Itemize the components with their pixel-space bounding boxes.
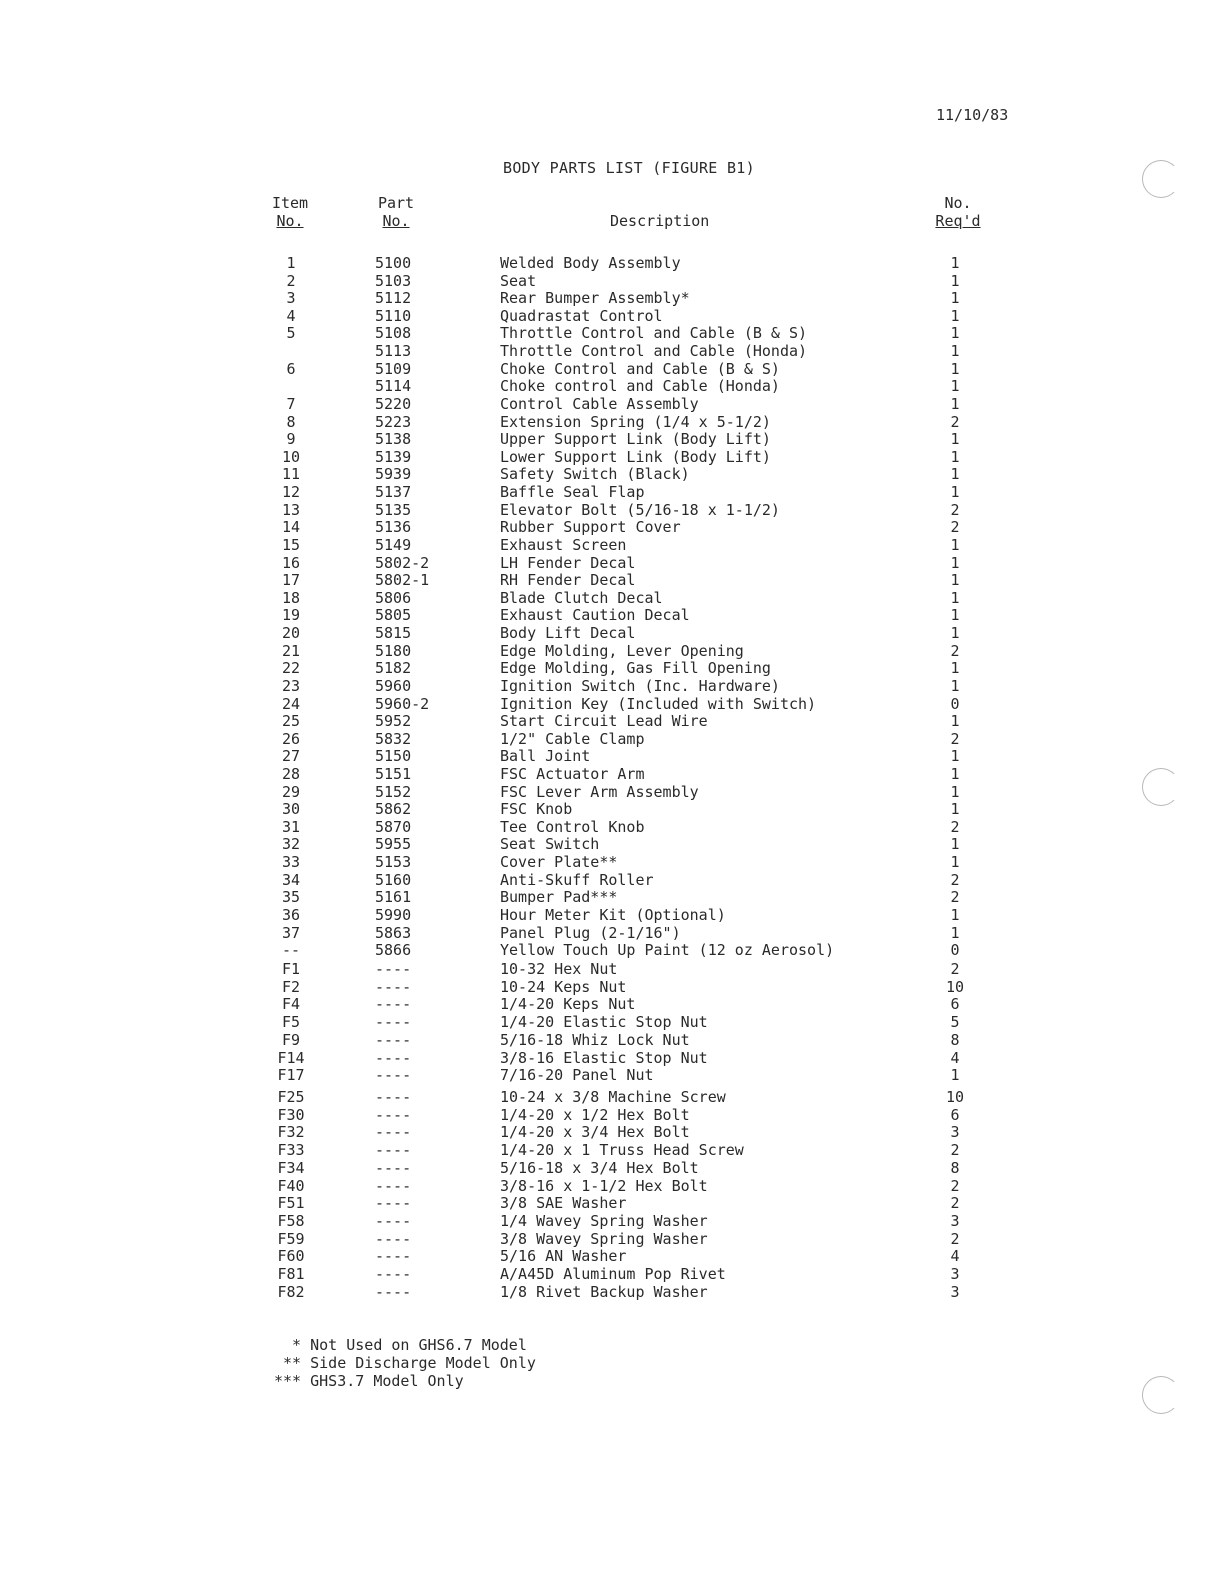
item-number: 2 — [286, 272, 296, 290]
quantity-required: 2 — [950, 642, 960, 660]
part-number: 5960 — [375, 677, 412, 695]
quantity-required: 2 — [950, 818, 960, 836]
quantity-required: 3 — [950, 1265, 960, 1283]
part-description: LH Fender Decal — [500, 554, 636, 572]
item-number: 36 — [281, 906, 301, 924]
part-number: 5832 — [375, 730, 412, 748]
quantity-required: 2 — [950, 730, 960, 748]
part-description: Edge Molding, Lever Opening — [500, 642, 744, 660]
part-description: Ignition Key (Included with Switch) — [500, 695, 817, 713]
part-description: Panel Plug (2-1/16") — [500, 924, 681, 942]
part-number: 5114 — [375, 377, 412, 395]
item-number: 9 — [286, 430, 296, 448]
quantity-required: 1 — [950, 1066, 960, 1084]
item-number: 22 — [281, 659, 301, 677]
part-description: Extension Spring (1/4 x 5-1/2) — [500, 413, 771, 431]
quantity-required: 1 — [950, 448, 960, 466]
quantity-required: 1 — [950, 765, 960, 783]
quantity-required: 1 — [950, 483, 960, 501]
part-number: ---- — [375, 960, 412, 978]
part-number: ---- — [375, 1159, 412, 1177]
quantity-required: 2 — [950, 413, 960, 431]
part-description: Control Cable Assembly — [500, 395, 699, 413]
item-number: F5 — [281, 1013, 301, 1031]
part-description: 3/8-16 x 1-1/2 Hex Bolt — [500, 1177, 708, 1195]
item-no-header — [270, 194, 310, 230]
quantity-required: 1 — [950, 677, 960, 695]
part-number: ---- — [375, 1194, 412, 1212]
item-header-line2: No. — [276, 212, 304, 230]
part-description: 1/4-20 Elastic Stop Nut — [500, 1013, 708, 1031]
part-description: Throttle Control and Cable (Honda) — [500, 342, 808, 360]
item-number: 29 — [281, 783, 301, 801]
item-number: 14 — [281, 518, 301, 536]
part-number: 5223 — [375, 413, 412, 431]
part-number: ---- — [375, 1283, 412, 1301]
item-number: 33 — [281, 853, 301, 871]
quantity-required: 5 — [950, 1013, 960, 1031]
item-number: F4 — [281, 995, 301, 1013]
item-number: 32 — [281, 835, 301, 853]
quantity-required: 1 — [950, 571, 960, 589]
part-description: Seat Switch — [500, 835, 600, 853]
item-number: 13 — [281, 501, 301, 519]
quantity-required: 1 — [950, 342, 960, 360]
description-header: Description — [610, 212, 710, 230]
part-number: 5137 — [375, 483, 412, 501]
quantity-required: 1 — [950, 624, 960, 642]
part-number: 5138 — [375, 430, 412, 448]
item-number: F17 — [277, 1066, 305, 1084]
item-number: 15 — [281, 536, 301, 554]
part-description: Ball Joint — [500, 747, 591, 765]
part-number: 5805 — [375, 606, 412, 624]
item-number: 20 — [281, 624, 301, 642]
part-description: 3/8 SAE Washer — [500, 1194, 627, 1212]
quantity-required: 1 — [950, 536, 960, 554]
item-number: 4 — [286, 307, 296, 325]
part-number: ---- — [375, 1013, 412, 1031]
part-number: ---- — [375, 1247, 412, 1265]
part-description: FSC Knob — [500, 800, 573, 818]
item-number: F34 — [277, 1159, 305, 1177]
part-description: Start Circuit Lead Wire — [500, 712, 708, 730]
part-description: Blade Clutch Decal — [500, 589, 663, 607]
item-number: 5 — [286, 324, 296, 342]
part-description: Tee Control Knob — [500, 818, 645, 836]
quantity-required: 2 — [950, 1194, 960, 1212]
part-number: 5815 — [375, 624, 412, 642]
footnote-triple-star: *** GHS3.7 Model Only — [274, 1372, 464, 1390]
part-number: 5180 — [375, 642, 412, 660]
part-description: 10-32 Hex Nut — [500, 960, 618, 978]
part-no-header — [376, 194, 416, 230]
document-title: BODY PARTS LIST (FIGURE B1) — [503, 159, 755, 177]
part-description: Quadrastat Control — [500, 307, 663, 325]
part-description: 10-24 Keps Nut — [500, 978, 627, 996]
part-description: Anti-Skuff Roller — [500, 871, 654, 889]
item-number: F58 — [277, 1212, 305, 1230]
item-header-line1: Item — [271, 194, 309, 212]
part-number: 5109 — [375, 360, 412, 378]
part-description: 1/4-20 x 3/4 Hex Bolt — [500, 1123, 690, 1141]
part-number: ---- — [375, 1106, 412, 1124]
quantity-required: 6 — [950, 1106, 960, 1124]
part-description: Choke control and Cable (Honda) — [500, 377, 780, 395]
part-description: Cover Plate** — [500, 853, 618, 871]
part-description: Lower Support Link (Body Lift) — [500, 448, 771, 466]
quantity-required: 1 — [950, 395, 960, 413]
part-description: Ignition Switch (Inc. Hardware) — [500, 677, 780, 695]
part-description: Exhaust Caution Decal — [500, 606, 690, 624]
part-description: 5/16 AN Washer — [500, 1247, 627, 1265]
part-description: 3/8-16 Elastic Stop Nut — [500, 1049, 708, 1067]
quantity-required: 1 — [950, 430, 960, 448]
item-number: F59 — [277, 1230, 305, 1248]
item-number: 24 — [281, 695, 301, 713]
item-number: 17 — [281, 571, 301, 589]
part-description: FSC Lever Arm Assembly — [500, 783, 699, 801]
part-number: 5110 — [375, 307, 412, 325]
footnote-double-star: ** Side Discharge Model Only — [274, 1354, 536, 1372]
item-number: 3 — [286, 289, 296, 307]
part-number: 5153 — [375, 853, 412, 871]
item-number: 34 — [281, 871, 301, 889]
part-number: 5802-2 — [375, 554, 430, 572]
part-number: 5100 — [375, 254, 412, 272]
part-description: FSC Actuator Arm — [500, 765, 645, 783]
item-number: 23 — [281, 677, 301, 695]
part-description: Elevator Bolt (5/16-18 x 1-1/2) — [500, 501, 780, 519]
part-number: 5152 — [375, 783, 412, 801]
part-description: Hour Meter Kit (Optional) — [500, 906, 726, 924]
item-number: F82 — [277, 1283, 305, 1301]
req-header-line1: No. — [944, 194, 972, 212]
item-number: F9 — [281, 1031, 301, 1049]
part-number: 5149 — [375, 536, 412, 554]
quantity-required: 2 — [950, 501, 960, 519]
item-number: 27 — [281, 747, 301, 765]
item-number: 18 — [281, 589, 301, 607]
item-number: 19 — [281, 606, 301, 624]
item-number: 30 — [281, 800, 301, 818]
item-number: 28 — [281, 765, 301, 783]
part-description: A/A45D Aluminum Pop Rivet — [500, 1265, 726, 1283]
part-description: Safety Switch (Black) — [500, 465, 690, 483]
quantity-required: 2 — [950, 1141, 960, 1159]
quantity-required: 1 — [950, 747, 960, 765]
part-number: 5866 — [375, 941, 412, 959]
part-description: Rear Bumper Assembly* — [500, 289, 690, 307]
part-number: ---- — [375, 1230, 412, 1248]
qty-required-header — [932, 194, 984, 230]
part-description: Yellow Touch Up Paint (12 oz Aerosol) — [500, 941, 835, 959]
quantity-required: 1 — [950, 835, 960, 853]
quantity-required: 1 — [950, 554, 960, 572]
item-number: F25 — [277, 1088, 305, 1106]
part-description: Choke Control and Cable (B & S) — [500, 360, 780, 378]
quantity-required: 1 — [950, 606, 960, 624]
part-description: 1/4-20 x 1/2 Hex Bolt — [500, 1106, 690, 1124]
quantity-required: 1 — [950, 465, 960, 483]
quantity-required: 1 — [950, 360, 960, 378]
quantity-required: 1 — [950, 377, 960, 395]
quantity-required: 10 — [945, 1088, 965, 1106]
item-number: 11 — [281, 465, 301, 483]
quantity-required: 1 — [950, 924, 960, 942]
item-number: F14 — [277, 1049, 305, 1067]
part-description: 1/4-20 Keps Nut — [500, 995, 636, 1013]
quantity-required: 1 — [950, 589, 960, 607]
quantity-required: 1 — [950, 307, 960, 325]
quantity-required: 2 — [950, 871, 960, 889]
part-description: Baffle Seal Flap — [500, 483, 645, 501]
part-number: ---- — [375, 1265, 412, 1283]
quantity-required: 8 — [950, 1031, 960, 1049]
quantity-required: 1 — [950, 783, 960, 801]
req-header-line2: Req'd — [935, 212, 981, 230]
item-number: 10 — [281, 448, 301, 466]
item-number: F1 — [281, 960, 301, 978]
item-number: -- — [281, 941, 301, 959]
item-number: 12 — [281, 483, 301, 501]
part-number: 5108 — [375, 324, 412, 342]
part-number: 5139 — [375, 448, 412, 466]
part-description: 5/16-18 Whiz Lock Nut — [500, 1031, 690, 1049]
part-number: ---- — [375, 1123, 412, 1141]
part-number: 5863 — [375, 924, 412, 942]
part-number: ---- — [375, 1177, 412, 1195]
part-number: ---- — [375, 1141, 412, 1159]
part-description: Rubber Support Cover — [500, 518, 681, 536]
part-description: Seat — [500, 272, 537, 290]
quantity-required: 8 — [950, 1159, 960, 1177]
quantity-required: 2 — [950, 1177, 960, 1195]
part-number: 5182 — [375, 659, 412, 677]
item-number: 16 — [281, 554, 301, 572]
part-number: ---- — [375, 1212, 412, 1230]
quantity-required: 10 — [945, 978, 965, 996]
part-number: ---- — [375, 1088, 412, 1106]
part-number: 5151 — [375, 765, 412, 783]
part-number: 5103 — [375, 272, 412, 290]
quantity-required: 1 — [950, 289, 960, 307]
part-description: Upper Support Link (Body Lift) — [500, 430, 771, 448]
item-number: F2 — [281, 978, 301, 996]
part-number: 5150 — [375, 747, 412, 765]
part-description: Body Lift Decal — [500, 624, 636, 642]
part-description: Throttle Control and Cable (B & S) — [500, 324, 808, 342]
part-description: Welded Body Assembly — [500, 254, 681, 272]
part-number: 5990 — [375, 906, 412, 924]
quantity-required: 3 — [950, 1212, 960, 1230]
quantity-required: 0 — [950, 941, 960, 959]
item-number: F81 — [277, 1265, 305, 1283]
binder-hole-top — [1142, 160, 1180, 198]
binder-hole-bottom — [1142, 1376, 1180, 1414]
item-number: 37 — [281, 924, 301, 942]
quantity-required: 6 — [950, 995, 960, 1013]
quantity-required: 1 — [950, 324, 960, 342]
part-description: Edge Molding, Gas Fill Opening — [500, 659, 771, 677]
part-description: 3/8 Wavey Spring Washer — [500, 1230, 708, 1248]
part-description: 7/16-20 Panel Nut — [500, 1066, 654, 1084]
part-description: 5/16-18 x 3/4 Hex Bolt — [500, 1159, 699, 1177]
item-number: 7 — [286, 395, 296, 413]
part-number: 5870 — [375, 818, 412, 836]
part-description: 1/2" Cable Clamp — [500, 730, 645, 748]
quantity-required: 1 — [950, 906, 960, 924]
quantity-required: 1 — [950, 853, 960, 871]
item-number: 25 — [281, 712, 301, 730]
part-number: ---- — [375, 1066, 412, 1084]
item-number: F32 — [277, 1123, 305, 1141]
quantity-required: 1 — [950, 254, 960, 272]
part-number: 5161 — [375, 888, 412, 906]
quantity-required: 0 — [950, 695, 960, 713]
part-number: ---- — [375, 978, 412, 996]
part-number: 5136 — [375, 518, 412, 536]
part-description: 1/8 Rivet Backup Washer — [500, 1283, 708, 1301]
item-number: 6 — [286, 360, 296, 378]
footnotes — [274, 1336, 536, 1390]
quantity-required: 1 — [950, 659, 960, 677]
quantity-required: 2 — [950, 960, 960, 978]
part-number: 5113 — [375, 342, 412, 360]
part-number: 5960-2 — [375, 695, 430, 713]
part-description: Exhaust Screen — [500, 536, 627, 554]
item-number: F30 — [277, 1106, 305, 1124]
quantity-required: 4 — [950, 1049, 960, 1067]
item-number: 31 — [281, 818, 301, 836]
item-number: 8 — [286, 413, 296, 431]
item-number: F60 — [277, 1247, 305, 1265]
quantity-required: 1 — [950, 712, 960, 730]
quantity-required: 2 — [950, 888, 960, 906]
document-date: 11/10/83 — [936, 106, 1009, 124]
part-description: 10-24 x 3/8 Machine Screw — [500, 1088, 726, 1106]
quantity-required: 3 — [950, 1123, 960, 1141]
part-number: 5802-1 — [375, 571, 430, 589]
part-number: 5220 — [375, 395, 412, 413]
part-description: 1/4 Wavey Spring Washer — [500, 1212, 708, 1230]
item-number: 1 — [286, 254, 296, 272]
footnote-single-star: * Not Used on GHS6.7 Model — [274, 1336, 527, 1354]
part-number: 5862 — [375, 800, 412, 818]
part-header-line2: No. — [382, 212, 410, 230]
part-number: ---- — [375, 1049, 412, 1067]
quantity-required: 3 — [950, 1283, 960, 1301]
binder-hole-middle — [1142, 768, 1180, 806]
quantity-required: 2 — [950, 1230, 960, 1248]
item-number: F33 — [277, 1141, 305, 1159]
part-header-line1: Part — [377, 194, 415, 212]
item-number: F51 — [277, 1194, 305, 1212]
quantity-required: 1 — [950, 800, 960, 818]
part-number: 5952 — [375, 712, 412, 730]
quantity-required: 1 — [950, 272, 960, 290]
quantity-required: 4 — [950, 1247, 960, 1265]
part-number: ---- — [375, 995, 412, 1013]
part-description: 1/4-20 x 1 Truss Head Screw — [500, 1141, 744, 1159]
item-number: 26 — [281, 730, 301, 748]
part-number: 5939 — [375, 465, 412, 483]
item-number: F40 — [277, 1177, 305, 1195]
item-number: 35 — [281, 888, 301, 906]
part-number: 5135 — [375, 501, 412, 519]
part-number: 5112 — [375, 289, 412, 307]
part-description: Bumper Pad*** — [500, 888, 618, 906]
quantity-required: 2 — [950, 518, 960, 536]
part-number: ---- — [375, 1031, 412, 1049]
part-description: RH Fender Decal — [500, 571, 636, 589]
part-number: 5955 — [375, 835, 412, 853]
item-number: 21 — [281, 642, 301, 660]
part-number: 5806 — [375, 589, 412, 607]
part-number: 5160 — [375, 871, 412, 889]
